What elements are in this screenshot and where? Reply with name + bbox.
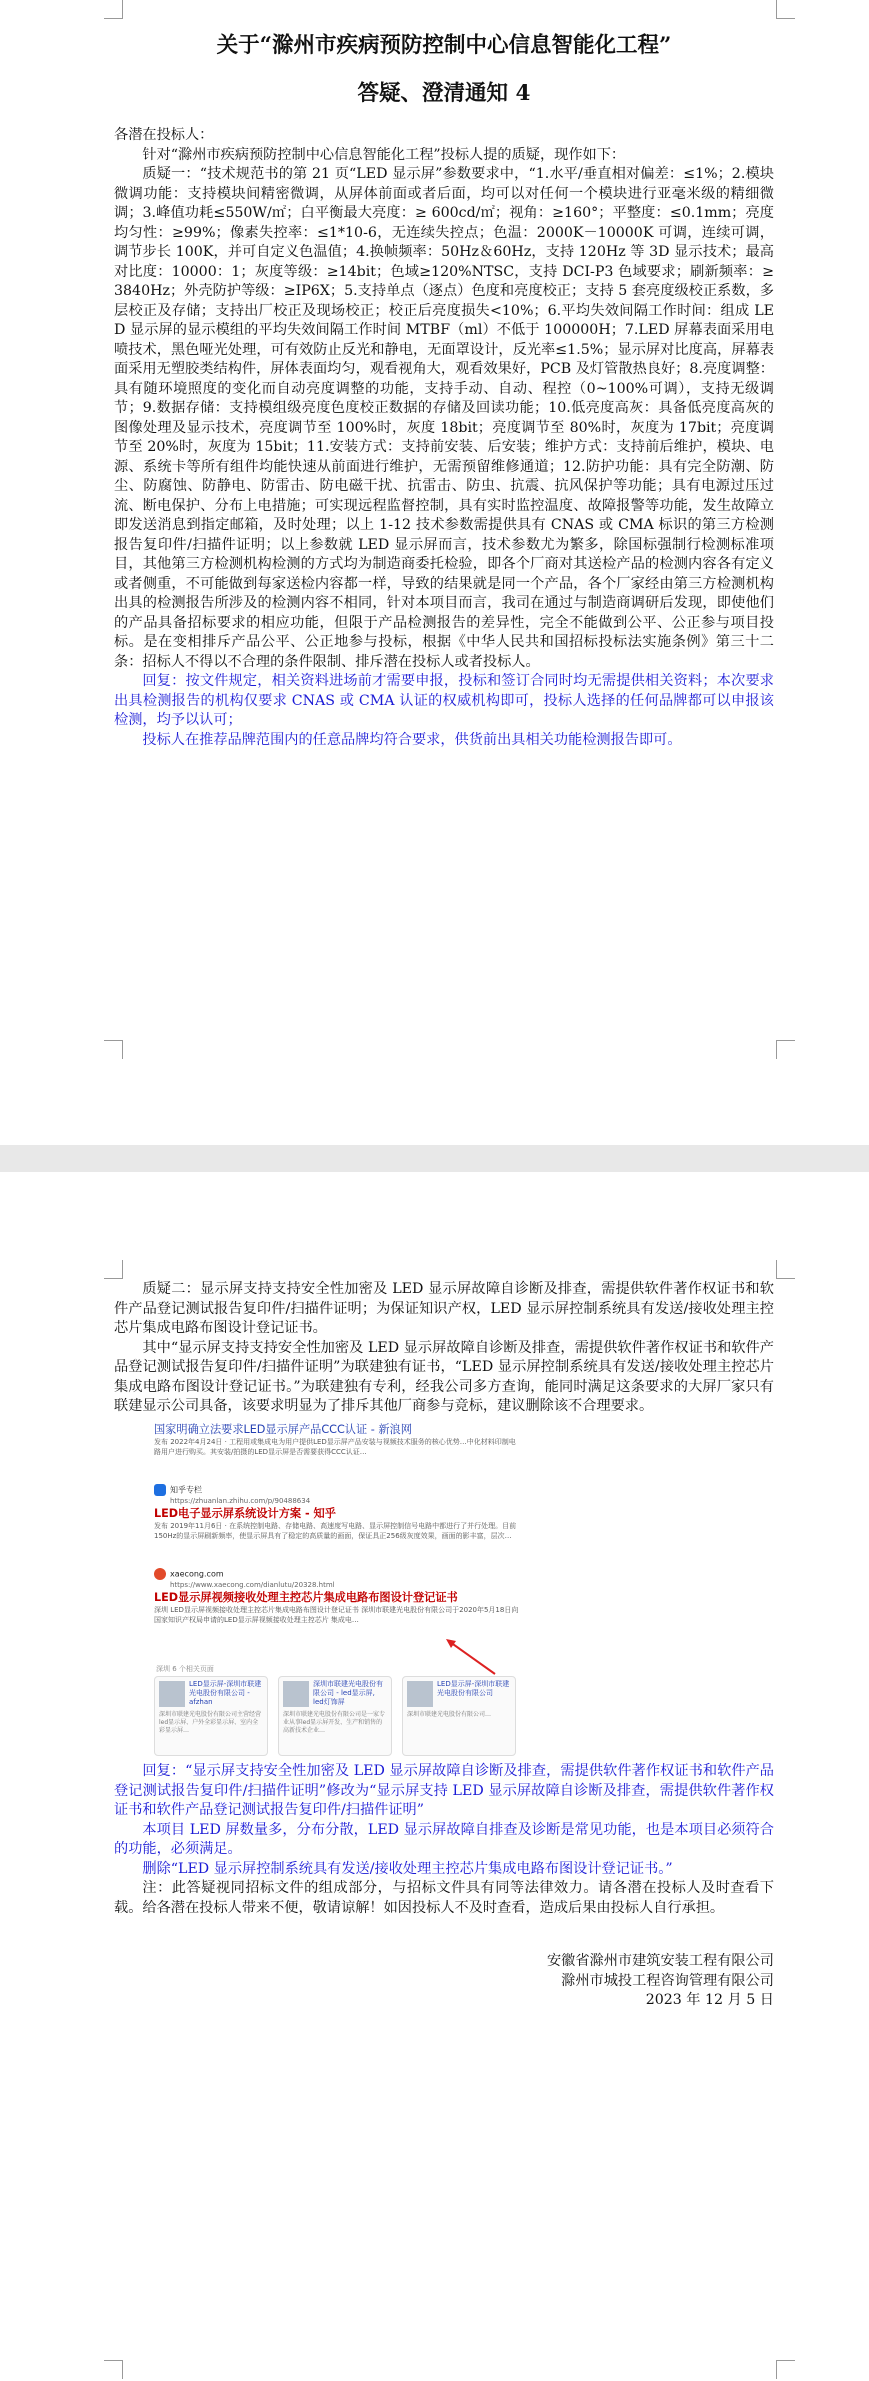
answer-1-note: 投标人在推荐品牌范围内的任意品牌均符合要求，供货前出具相关功能检测报告即可。 — [142, 731, 682, 748]
card-title: LED显示屏-深圳市联建光电股份有限公司 - afzhan — [189, 1680, 262, 1706]
issue-date: 2023 年 12 月 5 日 — [645, 1992, 774, 2008]
signer-2: 滁州市城投工程咨询管理有限公司 — [561, 1972, 774, 1989]
crop-mark — [776, 1260, 795, 1279]
question-2: 质疑二：显示屏支持支持安全性加密及 LED 显示屏故障自诊断及排查，需提供软件著作权证书和软件产品登记测试报告复印件/扫描件证明；为保证知识产权，LED 显示屏控制系统具有发送/接收处理主控芯片集成电路布图设计登记证书。 — [114, 1281, 774, 1336]
document-page-1 — [0, 0, 869, 1145]
search-result-site: 知乎专栏 — [170, 1485, 202, 1495]
search-result-1 — [154, 1422, 522, 1457]
site-favicon-icon — [154, 1568, 166, 1580]
related-pages — [150, 1664, 526, 1756]
thumbnail — [283, 1681, 309, 1707]
search-result-snippet: 深圳 LED显示屏视频接收处理主控芯片集成电路布图设计登记证书 深圳市联建光电股份有限公司于2020年5月18日向国家知识产权局申请的LED显示屏视频接收处理主控芯片 集成电… — [154, 1606, 519, 1624]
question-2-detail: 其中“显示屏支持支持安全性加密及 LED 显示屏故障自诊断及排查，需提供软件著作权证书和软件产品登记测试报告复印件/扫描件证明”为联建独有证书，“LED 显示屏控制系统具有发送/接收处理主控芯片集成电路布图设计登记证书。”为联建独有专利，经我公司多方查询，能同时满足这条要求的大屏厂家只有联建显示公司具备，该要求明显为了排斥其他厂商参与竞标，建议删除该不合理要求。 — [114, 1339, 774, 1414]
card-snippet: 深圳市联建光电股份有限公司… — [407, 1711, 492, 1718]
thumbnail — [407, 1681, 433, 1707]
search-result-title: LED电子显示屏系统设计方案 - 知乎 — [154, 1507, 336, 1520]
search-result-2 — [154, 1484, 522, 1541]
crop-mark — [776, 1040, 795, 1059]
card-snippet: 深圳市联建光电股份有限公司是一家专业从事led显示屏开发、生产和销售的高新技术企业… — [283, 1711, 386, 1734]
document-page-2 — [0, 1172, 869, 2381]
page-2-body-top — [114, 1280, 774, 1417]
card-title: 深圳市联建光电股份有限公司 - led显示屏, led灯饰屏 — [313, 1680, 383, 1706]
question-1: 质疑一：“技术规范书的第 21 页“LED 显示屏”参数要求中，“1.水平/垂直相对偏差：≤1%；2.模块微调功能：支持模块间精密微调，从屏体前面或者后面，均可以对任何一个模块进行亚毫米级的精细微调；3.峰值功耗≤550W/㎡；白平衡最大亮度：≥ 600cd/㎡；视角：≥160°；平整度：≤0.1mm；亮度均匀性：≥99%；像素失控率：≤1*10-6，无连续失控点；色温：2000K－10000K 可调，连续可调，调节步长 100K，并可自定义色温值；4.换帧频率：50Hz＆60Hz，支持 120Hz 等 3D 显示技术；最高对比度：10000：1；灰度等级：≥14bit；色域≥120%NTSC，支持 DCI-P3 色域要求；刷新频率：≥3840Hz；外壳防护等级：≥IP6X；5.支持单点（逐点）色度和亮度校正；支持 5 套亮度级校正系数，多层校正及存储；支持出厂校正及现场校正；校正后亮度损失<10%；6.平均失效间隔工作时间：组成 LED 显示屏的显示模组的平均失效间隔工作时间 MTBF（ml）不低于 100000H；7.LED 屏幕表面采用电喷技术，黑色哑光处理，可有效防止反光和静电，无面罩设计，反光率≤1.5%；显示屏对比度高，屏幕表面采用无塑胶类结构件，屏体表面均匀，观看视角大，观看效果好，PCB 及灯管散热良好；8.亮度调整：具有随环境照度的变化而自动亮度调整的功能，支持手动、自动、程控（0~100%可调），支持无级调节；9.数据存储：支持模组级亮度色度校正数据的存储及回读功能；10.低亮度高灰：具备低亮度高灰的图像处理及显示技术，亮度调节至 100%时，灰度 18bit；亮度调节至 80%时，灰度为 17bit；亮度调节至 20%时，灰度为 15bit；11.安装方式：支持前安装、后安装；维护方式：支持前后维护，模块、电源、系统卡等所有组件均能快速从前面进行维护，无需预留维修通道；12.防护功能：具有完全防潮、防尘、防腐蚀、防静电、防雷击、防电磁干扰、抗雷击、防虫、抗震、抗风保护等功能；具有电源过压过流、断电保护、分布上电措施；可实现远程监督控制，具有实时监控温度、故障报警等功能，发生故障立即发送消息到指定邮箱，及时处理；以上 1-12 技术参数需提供具有 CNAS 或 CMA 标识的第三方检测报告复印件/扫描件证明；以上参数就 LED 显示屏而言，技术参数尤为繁多，除国标强制行检测标准项目，其他第三方检测机构检测的方式均为制造商委托检验，即各个厂商对其送检产品的检测内容各有定义或者侧重，不可能做到每家送检内容都一样，导致的结果就是同一个产品，各个厂家经由第三方检测机构出具的检测报告所涉及的检测内容不相同，针对本项目而言，我司在通过与制造商调研后发现，即使他们的产品具备招标要求的相应功能，但限于产品检测报告的差异性，完全不能做到公平、公正参与项目投标。是在变相排斥产品公平、公正地参与投标，根据《中华人民共和国招标投标法实施条例》第三十二条：招标人不得以不合理的条件限制、排斥潜在投标人或者投标人。 — [114, 166, 774, 670]
crop-mark — [104, 0, 123, 19]
signer-1: 安徽省滁州市建筑安装工程有限公司 — [546, 1953, 774, 1969]
page-2-body-bottom — [114, 1762, 774, 2011]
intro-paragraph: 针对“滁州市疾病预防控制中心信息智能化工程”投标人提的质疑，现作如下： — [142, 146, 626, 163]
search-result-title: 国家明确立法要求LED显示屏产品CCC认证 - 新浪网 — [154, 1423, 412, 1436]
crop-mark — [776, 0, 795, 19]
thumbnail — [159, 1681, 185, 1707]
search-result-snippet: 发布 2022年4月24日 · 工程用或集成电为用户提供LED显示屏产品安装与视频技术服务的核心优势…中化材料印制电路用户进行购买。其安装/拍摄的LED显示屏是否需要获得CCC认证… — [154, 1438, 516, 1456]
answer-1: 回复：按文件规定，相关资料进场前才需要申报，投标和签订合同时均无需提供相关资料；本次要求出具检测报告的机构仅要求 CNAS 或 CMA 认证的权威机构即可，投标人选择的任何品牌都可以申报该检测，均予以认可； — [114, 673, 774, 728]
greeting: 各潜在投标人： — [114, 127, 214, 143]
related-card — [402, 1676, 516, 1756]
card-snippet: 深圳市联建光电股份有限公司主营经营led显示屏、户外全彩显示屏、室内全彩显示屏… — [159, 1711, 262, 1734]
search-results-screenshot — [150, 1420, 526, 1756]
search-result-site: xaecong.com — [170, 1569, 224, 1579]
note-paragraph: 注：此答疑视同招标文件的组成部分，与招标文件具有同等法律效力。请各潜在投标人及时查看下载。给各潜在投标人带来不便，敬请谅解！如因投标人不及时查看，造成后果由投标人自行承担。 — [114, 1880, 774, 1916]
crop-mark — [104, 1040, 123, 1059]
crop-mark — [776, 2360, 795, 2379]
search-result-snippet: 发布 2019年11月6日 · 在系统控制电路、存储电路、高速度写电路、显示屏控制信号电路中都进行了并行处理。目前150Hz的显示屏刷新频率，使显示屏具有了稳定的高质量的画面，保证具正256级灰度效果，画面的影丰富，层次… — [154, 1522, 517, 1540]
search-result-title: LED显示屏视频接收处理主控芯片集成电路布图设计登记证书 — [154, 1591, 458, 1604]
search-result-url: https://zhuanlan.zhihu.com/p/90488634 — [170, 1497, 311, 1505]
doc-title-line1: 关于“滁州市疾病预防控制中心信息智能化工程” — [216, 33, 672, 58]
related-card — [154, 1676, 268, 1756]
doc-title-line2: 答疑、澄清通知 4 — [357, 81, 531, 106]
search-result-url: https://www.xaecong.com/dianlutu/20328.html — [170, 1581, 335, 1589]
crop-mark — [104, 1260, 123, 1279]
search-result-3 — [154, 1568, 522, 1625]
answer-2-deletion: 删除“LED 显示屏控制系统具有发送/接收处理主控芯片集成电路布图设计登记证书。” — [142, 1860, 673, 1877]
crop-mark — [104, 2360, 123, 2379]
card-title: LED显示屏-深圳市联建光电股份有限公司 — [437, 1680, 510, 1697]
answer-2-detail: 本项目 LED 屏数量多，分布分散，LED 显示屏故障自排查及诊断是常见功能，也是本项目必须符合的功能，必须满足。 — [114, 1821, 774, 1857]
page-1-body — [114, 26, 774, 750]
related-card — [278, 1676, 392, 1756]
answer-2: 回复：“显示屏支持安全性加密及 LED 显示屏故障自诊断及排查，需提供软件著作权证书和软件产品登记测试报告复印件/扫描件证明”修改为“显示屏支持 LED 显示屏故障自诊断及排查，需提供软件著作权证书和软件产品登记测试报告复印件/扫描件证明” — [114, 1763, 774, 1818]
zhihu-favicon-icon — [154, 1484, 166, 1496]
related-pages-label: 深圳 6 个相关页面 — [156, 1665, 214, 1673]
